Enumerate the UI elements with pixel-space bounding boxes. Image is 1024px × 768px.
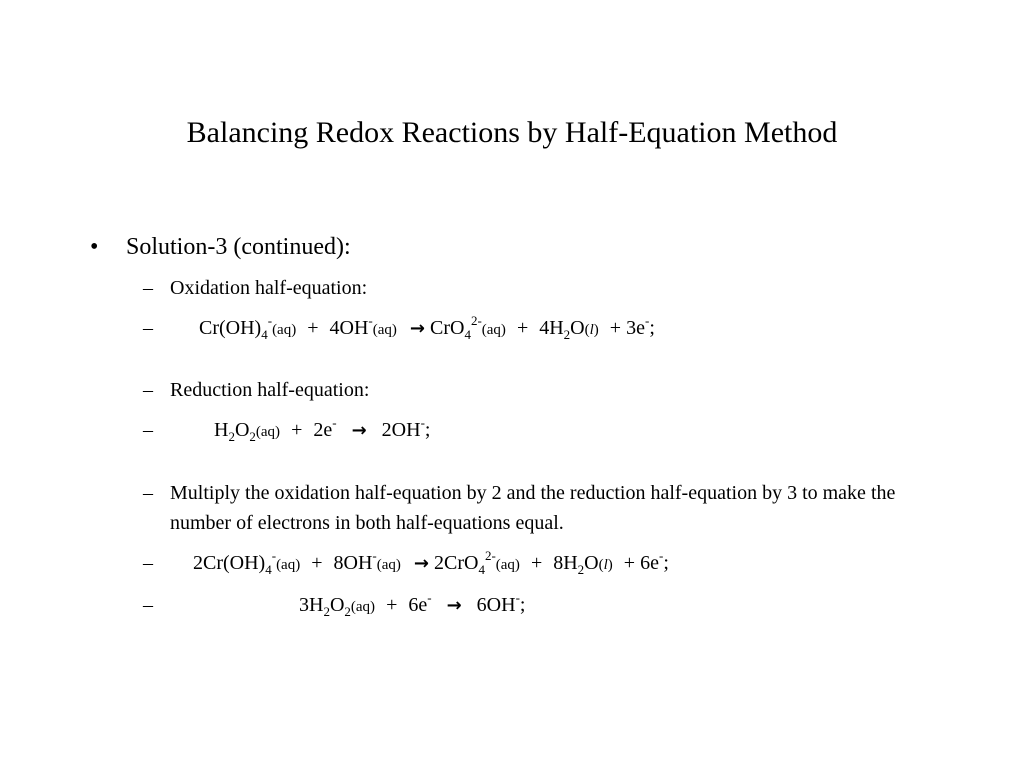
charge: -: [267, 313, 273, 328]
dash-marker: –: [143, 552, 153, 574]
charge: 2-: [470, 313, 482, 328]
formula: 6e: [408, 594, 428, 616]
reduction-half-equation-x3: [299, 590, 525, 622]
state: (aq): [272, 322, 297, 338]
subscript: 2: [228, 429, 235, 444]
formula: O: [234, 419, 250, 441]
formula: 4H: [539, 317, 564, 339]
oxidation-half-equation-x2: [193, 548, 669, 580]
charge: -: [658, 548, 664, 563]
formula: 3H: [299, 594, 324, 616]
formula: O: [329, 594, 345, 616]
charge: -: [372, 548, 377, 563]
formula: 4OH: [329, 317, 369, 339]
plus: +: [516, 317, 529, 339]
punctuation: ;: [663, 552, 669, 574]
formula: 2Cr(OH): [193, 552, 266, 574]
formula: 6OH: [476, 594, 516, 616]
formula: 8H: [553, 552, 578, 574]
subscript: 4: [464, 327, 471, 342]
charge: -: [515, 590, 520, 605]
bullet-marker: •: [90, 234, 99, 260]
dash-marker: –: [143, 317, 153, 339]
subscript: 2: [577, 562, 585, 577]
charge: -: [420, 415, 425, 430]
state: (aq): [372, 322, 397, 338]
formula: 8OH: [333, 552, 373, 574]
bullet-solution-3: Solution-3 (continued):: [126, 234, 351, 260]
state: (: [584, 322, 590, 338]
punctuation: ;: [649, 317, 655, 339]
charge: -: [368, 313, 373, 328]
dash-marker: –: [143, 277, 153, 299]
subscript: 2: [563, 327, 571, 342]
formula: Cr(OH): [199, 317, 262, 339]
subscript: 2: [344, 604, 351, 619]
plus: +: [307, 317, 319, 339]
oxidation-label: Oxidation half-equation:: [170, 277, 368, 299]
charge: -: [644, 313, 650, 328]
state: (aq): [255, 424, 281, 440]
formula: CrO: [429, 317, 465, 339]
charge: -: [332, 415, 337, 430]
formula: O: [570, 317, 585, 339]
subscript: 4: [261, 327, 268, 342]
state: (aq): [276, 557, 301, 573]
arrow-icon: →: [446, 595, 462, 616]
state: (aq): [495, 557, 520, 573]
dash-marker: –: [143, 379, 153, 401]
formula: H: [214, 419, 229, 441]
punctuation: ;: [519, 594, 526, 616]
charge: -: [427, 590, 432, 605]
state: (aq): [376, 557, 401, 573]
formula: 2e: [313, 419, 333, 441]
state: ): [607, 557, 613, 573]
state: ): [593, 322, 599, 338]
state: (: [598, 557, 604, 573]
state: l: [603, 557, 608, 573]
punctuation: ;: [424, 419, 431, 441]
formula: O: [584, 552, 599, 574]
subscript: 4: [265, 562, 272, 577]
charge: -: [271, 548, 277, 563]
subscript: 4: [478, 562, 485, 577]
formula: 2OH: [381, 419, 421, 441]
plus: +: [311, 552, 323, 574]
reduction-half-equation: [214, 415, 430, 447]
dash-marker: –: [143, 594, 153, 616]
charge: 2-: [484, 548, 496, 563]
reduction-label: Reduction half-equation:: [170, 379, 370, 401]
plus: +: [291, 419, 303, 441]
formula: 6e: [640, 552, 659, 574]
subscript: 2: [249, 429, 256, 444]
arrow-icon: →: [413, 553, 429, 574]
plus: +: [530, 552, 543, 574]
state: (aq): [350, 599, 376, 615]
plus: +: [386, 594, 398, 616]
oxidation-half-equation: [199, 313, 655, 345]
slide-title: Balancing Redox Reactions by Half-Equation Method: [186, 116, 838, 149]
dash-marker: –: [143, 482, 153, 504]
plus: +: [623, 552, 636, 574]
formula: 2CrO: [433, 552, 479, 574]
plus: +: [609, 317, 622, 339]
arrow-icon: →: [409, 318, 425, 339]
state: (aq): [481, 322, 506, 338]
dash-marker: –: [143, 419, 153, 441]
multiply-note: Multiply the oxidation half-equation by 2 and the reduction half-equation by 3 to make the number of electrons in both half-equations equal.: [170, 482, 896, 534]
state: l: [589, 322, 594, 338]
subscript: 2: [323, 604, 330, 619]
formula: 3e: [626, 317, 645, 339]
arrow-icon: →: [351, 420, 367, 441]
